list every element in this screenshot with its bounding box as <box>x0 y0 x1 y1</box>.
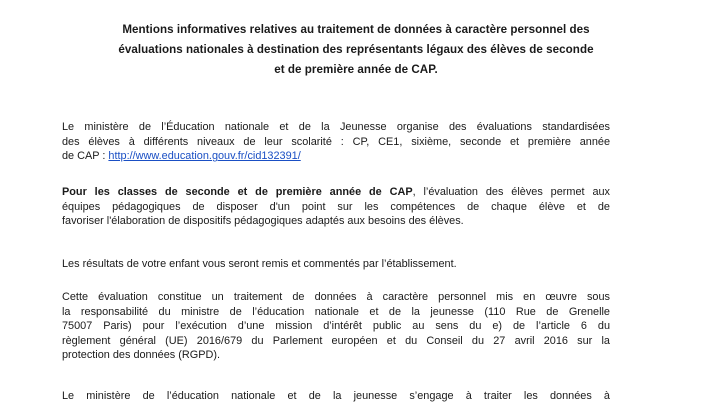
para4-line-2: la responsabilité du ministre de l’éducation nationale et de la jeunesse (110 Rue de Grenelle <box>62 305 610 318</box>
para4-line-5: protection des données (RGPD). <box>62 349 220 362</box>
para2-line-2: équipes pédagogiques de disposer d'un point sur les compétences de chaque élève et de <box>62 200 610 213</box>
education-gouv-link[interactable]: http://www.education.gouv.fr/cid132391/ <box>108 150 301 163</box>
para1-line-3 <box>62 149 610 164</box>
paragraph-ministry-commitment <box>62 389 610 404</box>
paragraph-data-processing <box>62 290 610 363</box>
para1-line-2: des élèves à différents niveaux de leur scolarité : CP, CE1, sixième, seconde et première année <box>62 135 610 148</box>
document-title <box>52 20 660 80</box>
para4-line-4: règlement général (UE) 2016/679 du Parlement européen et du Conseil du 27 avril 2016 sur la <box>62 334 610 347</box>
para3-text: Les résultats de votre enfant vous seront remis et commentés par l’établissement. <box>62 258 457 270</box>
para4-line-1: Cette évaluation constitue un traitement de données à caractère personnel mis en œuvre sous <box>62 291 610 303</box>
para4-line-3: 75007 Paris) pour l’exécution d’une mission d’intérêt public au sens du e) de l’article 6 du <box>62 320 610 333</box>
para2-line-1-rest: , l’évaluation des élèves permet aux <box>412 186 611 198</box>
para1-line-1: Le ministère de l’Éducation nationale et de la Jeunesse organise des évaluations standardisées <box>62 121 610 133</box>
paragraph-evaluations-intro <box>62 120 610 164</box>
para2-line-1 <box>62 185 610 200</box>
para2-bold-lead: Pour les classes de seconde et de première année de CAP <box>62 186 413 198</box>
para5-line-1: Le ministère de l’éducation nationale et de la jeunesse s’engage à traiter les données à <box>62 390 610 402</box>
paragraph-seconde-cap <box>62 185 610 229</box>
title-line-1: Mentions informatives relatives au traitement de données à caractère personnel des <box>122 23 590 36</box>
para1-line-3-prefix: de CAP : <box>62 150 109 163</box>
para2-line-3: favoriser l'élaboration de dispositifs pédagogiques adaptés aux besoins des élèves. <box>62 215 464 228</box>
paragraph-results <box>62 257 610 272</box>
title-line-2: évaluations nationales à destination des représentants légaux des élèves de seconde <box>118 43 594 56</box>
title-line-3: et de première année de CAP. <box>274 63 438 76</box>
